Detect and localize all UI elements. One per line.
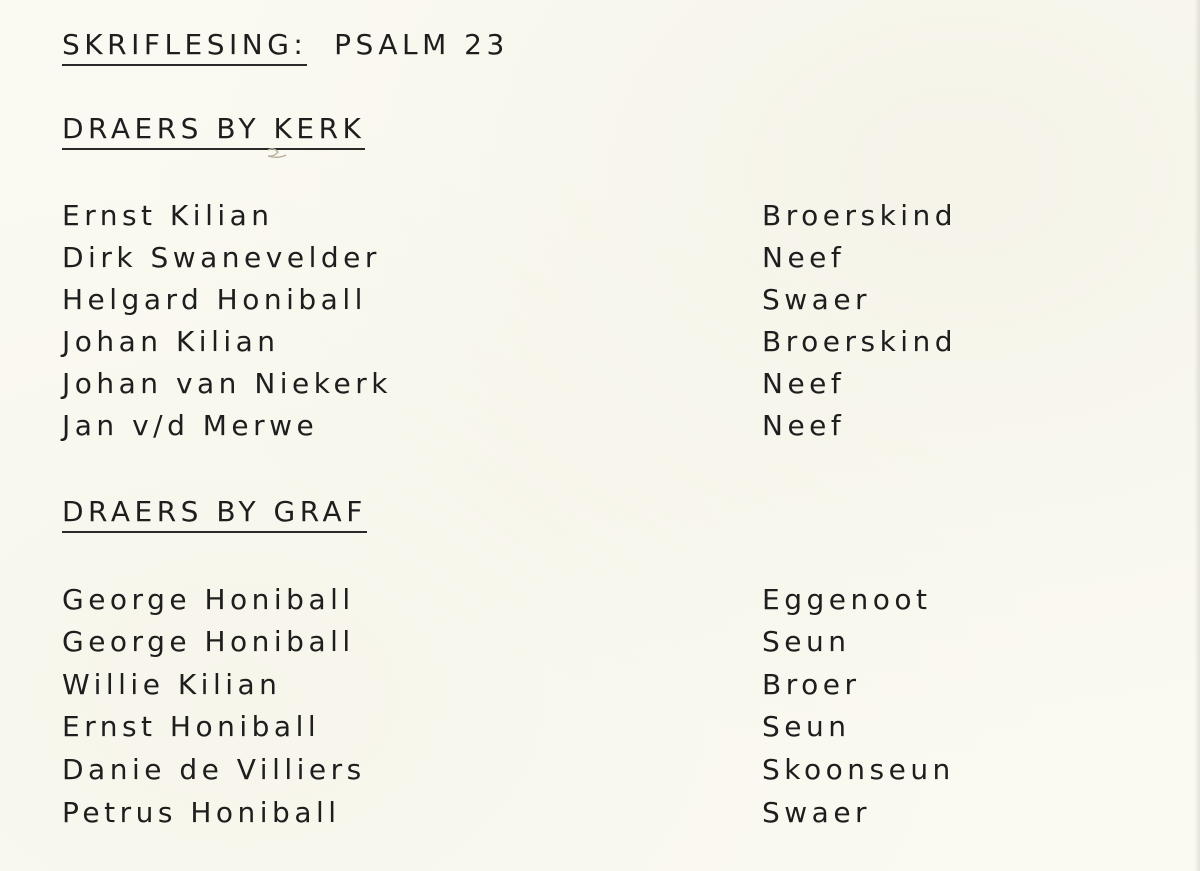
bearer-name: Johan Kilian <box>62 325 280 358</box>
bearer-relation: Swaer <box>762 796 872 829</box>
bearer-name: Johan van Niekerk <box>62 367 392 400</box>
bearer-relation: Neef <box>762 367 846 400</box>
bearer-name: Ernst Kilian <box>62 199 274 232</box>
grave-bearer-row <box>0 793 1200 835</box>
grave-bearers-heading-text: DRAERS BY GRAF <box>62 495 367 533</box>
grave-bearer-row <box>0 707 1200 749</box>
church-bearer-row <box>0 196 1200 238</box>
grave-bearers-heading <box>62 495 367 533</box>
bearer-relation: Neef <box>762 409 846 442</box>
church-bearers-heading <box>62 112 365 150</box>
scripture-reading-label: SKRIFLESING: <box>62 28 307 66</box>
grave-bearer-row <box>0 665 1200 707</box>
bearer-relation: Broerskind <box>762 325 958 358</box>
church-bearer-row <box>0 322 1200 364</box>
page-edge-shadow <box>1194 0 1200 871</box>
church-bearer-row <box>0 406 1200 448</box>
bearer-name: Jan v/d Merwe <box>62 409 319 442</box>
bearer-name: Dirk Swanevelder <box>62 241 381 274</box>
grave-bearer-row <box>0 622 1200 664</box>
bearer-name: George Honiball <box>62 625 355 658</box>
pen-mark <box>264 146 290 160</box>
bearer-relation: Swaer <box>762 283 872 316</box>
bearer-relation: Broer <box>762 668 861 701</box>
church-bearer-row <box>0 280 1200 322</box>
bearer-name: Willie Kilian <box>62 668 282 701</box>
bearer-relation: Seun <box>762 710 851 743</box>
bearer-relation: Broerskind <box>762 199 958 232</box>
church-bearer-row <box>0 238 1200 280</box>
bearer-name: George Honiball <box>62 583 355 616</box>
scripture-reading-value: PSALM 23 <box>334 28 509 61</box>
grave-bearer-row <box>0 750 1200 792</box>
grave-bearer-row <box>0 580 1200 622</box>
bearer-relation: Seun <box>762 625 851 658</box>
bearer-name: Ernst Honiball <box>62 710 321 743</box>
church-bearers-heading-text: DRAERS BY KERK <box>62 112 365 150</box>
bearer-name: Petrus Honiball <box>62 796 341 829</box>
bearer-relation: Neef <box>762 241 846 274</box>
bearer-name: Danie de Villiers <box>62 753 366 786</box>
bearer-relation: Skoonseun <box>762 753 955 786</box>
church-bearer-row <box>0 364 1200 406</box>
scripture-reading-heading <box>62 28 509 66</box>
bearer-relation: Eggenoot <box>762 583 932 616</box>
bearer-name: Helgard Honiball <box>62 283 367 316</box>
